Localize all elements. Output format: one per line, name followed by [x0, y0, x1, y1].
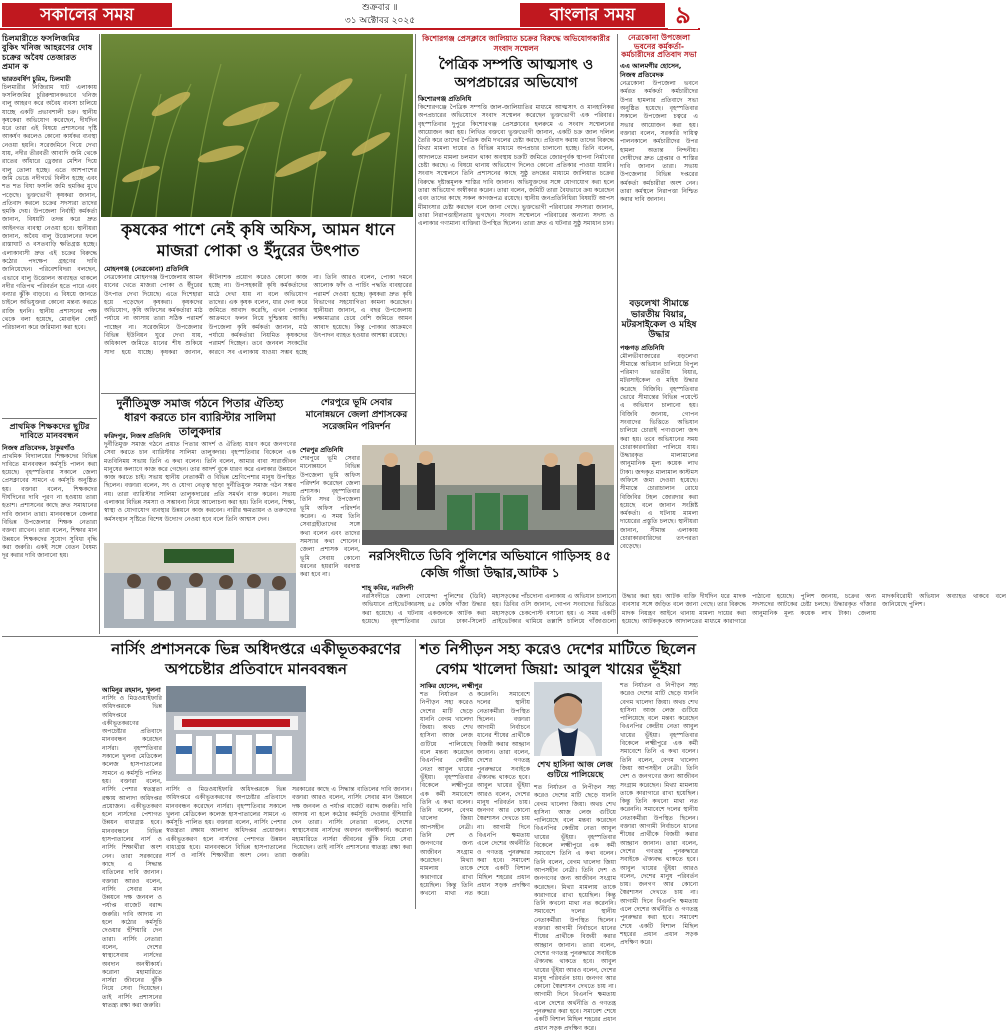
- body-right: নেত্রকোনা উপজেলা ভবনে কর্মরত কর্মকর্তা কর্মচারীদের উপর হামলার প্রতিবাদে সভা অনুষ্ঠিত হয়েছে। বৃহস্পতিবার সকালে উপজেলা চত্বরে এ সভার আয়োজন করা হয়। বক্তারা বলেন, সরকারি দায়িত্ব পালনকালে কর্মচারীদের উপর হামলা অত্যন্ত নিন্দনীয়। দোষীদের দ্রুত গ্রেপ্তার ও শাস্তির দাবি জানান তারা। সভায় উপজেলার বিভিন্ন দপ্তরের কর্মকর্তা কর্মচারীরা অংশ নেন। তারা কর্মস্থলে নিরাপত্তা নিশ্চিত করার দাবি জানান।: [620, 80, 698, 204]
- body-nursing-2: নার্সিং ও মিডওয়াইফারি অধিদপ্তরকে ভিন্ন অধিদপ্তরে একীভূতকরণের অপচেষ্টার প্রতিবাদে মানববন্ধন করেছেন নার্সরা। বৃহস্পতিবার সকালে খুলনা মেডিকেল কলেজ হাসপাতালের সামনে এ কর্মসূচি পালিত হয়। বক্তারা বলেন, নার্সিং পেশার স্বতন্ত্রতা রক্ষায় আলাদা অধিদপ্তর প্রয়োজন। একীভূতকরণ হলে নার্সদের পেশাগত উন্নয়ন বাধাগ্রস্ত হবে। মানববন্ধনে বিভিন্ন হাসপাতালের নার্স ও নার্সিং শিক্ষার্থীরা অংশ নেন। তারা সরকারের কাছে এ সিদ্ধান্ত বাতিলের দাবি জানান। বক্তারা আরও বলেন, নার্সিং সেবার মান উন্নয়নে দক্ষ জনবল ও পর্যাপ্ত বাজেট বরাদ্দ জরুরি। দাবি আদায় না হলে কঠোর কর্মসূচি দেওয়ার হুঁশিয়ারি দেন তারা। নার্সিং নেতারা বলেন, দেশের স্বাস্থ্যসেবায় নার্সদের অবদান অনস্বীকার্য। করোনা মহামারিতে নার্সরা জীবনের ঝুঁকি নিয়ে সেবা দিয়েছেন। তাই নার্সিং প্রশাসনের স্বাতন্ত্র্য রক্ষা করা জরুরি।: [166, 786, 412, 860]
- meeting-photo: [104, 543, 296, 628]
- section-rule: [101, 393, 415, 394]
- body-left-2: প্রাথমিক বিদ্যালয়ের শিক্ষকদের বিভিন্ন দাবিতে মানববন্ধন কর্মসূচি পালন করা হয়েছে। বৃহস্পতিবার সকালে জেলা প্রেসক্লাবের সামনে এ কর্মসূচি অনুষ্ঠিত হয়। বক্তারা বলেন, শিক্ষকদের দীর্ঘদিনের দাবি পূরণ না হওয়ায় তারা হতাশ। প্রশাসনের কাছে দ্রুত সমাধানের দাবি জানান তারা। মানববন্ধনে জেলার বিভিন্ন উপজেলার শিক্ষক নেতারা বক্তব্য রাখেন। তারা বলেন, শিক্ষার মান উন্নয়নে শিক্ষকদের সুযোগ সুবিধা বৃদ্ধি করা জরুরি। একই সঙ্গে বেতন বৈষম্য দূর করার দাবি জানানো হয়।: [2, 452, 97, 560]
- byline-khaleda: সাকির হোসেন, লক্ষ্মীপুর: [420, 682, 483, 690]
- headline-nursing: নার্সিং প্রশাসনকে ভিন্ন অধিদপ্তরে একীভূতকরণের অপচেষ্টার প্রতিবাদে মানববন্ধন: [111, 640, 401, 678]
- byline-left: ভারতবর্ষিণ চুরিম, চিলমারী: [2, 74, 71, 83]
- body-narsingdi: নরসিংদীতে জেলা গোয়েন্দা পুলিশের (ডিবি) অভিযানে প্রাইভেটকারসহ ৪৫ কেজি গাঁজা উদ্ধার করা হয়েছে। এ ঘটনায় একজনকে আটক করা হয়েছে। বৃহস্পতিবার ভোরে ঢাকা-সিলেট মহাসড়কের পাঁচদোনা এলাকায় এ অভিযান চালানো হয়। ডিবির ওসি জানান, গোপন সংবাদের ভিত্তিতে মহাসড়কে চেকপোস্ট বসানো হয়। এ সময় একটি প্রাইভেটকার থামিয়ে তল্লাশি চালিয়ে গাঁজাগুলো উদ্ধার করা হয়। আটক ব্যক্তি দীর্ঘদিন ধরে মাদক ব্যবসার সঙ্গে জড়িত বলে জানা গেছে। তার বিরুদ্ধে মাদক নিয়ন্ত্রণ আইনে থানায় মামলা দায়ের করা হয়েছে। আটককৃতকে আদালতের মাধ্যমে কারাগারে পাঠানো হয়েছে। পুলিশ জানায়, চক্রের অন্য সদস্যদের আটকের চেষ্টা চলছে। উদ্ধারকৃত গাঁজার আনুমানিক মূল্য কয়েক লাখ টাকা। জেলায় মাদকবিরোধী অভিযান অব্যাহত থাকবে বলে জানিয়েছে পুলিশ।: [362, 593, 1006, 625]
- body-khaleda-3: শত নির্যাতন ও নিপীড়ন সহ্য করেও দেশের মাটি ছেড়ে যাননি বেগম খালেদা জিয়া। অথচ শেখ হাসিনা আজ লেজ গুটিয়ে পালিয়েছে বলে মন্তব্য করেছেন বিএনপির কেন্দ্রীয় নেতা আবুল খায়ের ভূঁইয়া। বৃহস্পতিবার বিকেলে লক্ষ্মীপুরে এক কর্মী সমাবেশে তিনি এ কথা বলেন। তিনি বলেন, বেগম খালেদা জিয়া আপসহীন নেত্রী। তিনি দেশ ও জনগণের জন্য আজীবন সংগ্রাম করেছেন। মিথ্যা মামলায় তাকে কারাগারে রাখা হয়েছিল। কিন্তু তিনি কখনো মাথা নত করেননি। সমাবেশে দলের স্থানীয় নেতাকর্মীরা উপস্থিত ছিলেন। বক্তারা আগামী নির্বাচনে ধানের শীষের প্রার্থীকে বিজয়ী করার আহ্বান জানান। তারা বলেন, দেশের গণতন্ত্র পুনরুদ্ধারে সবাইকে ঐক্যবদ্ধ থাকতে হবে। আবুল খায়ের ভূঁইয়া আরও বলেন, দেশের মানুষ পরিবর্তন চায়। জনগণ আর কোনো স্বৈরশাসন দেখতে চায় না। আগামী দিনে বিএনপি ক্ষমতায় এলে দেশের অর্থনীতি ও গণতন্ত্র পুনরুদ্ধার করা হবে। সমাবেশ শেষে একটি বিশাল মিছিল শহরের প্রধান প্রধান সড়ক প্রদক্ষিণ করে।: [620, 682, 698, 947]
- byline-narsingdi: শাহ্ কবির, নরসিংদী: [362, 584, 414, 592]
- kishoreganj-story: [418, 34, 614, 414]
- headline-rice: কৃষকের পাশে নেই কৃষি অফিস, আমন ধানে মাজরা পোকা ও ইঁদুরের উৎপাত: [121, 220, 395, 260]
- khaleda-story-body: [420, 682, 530, 908]
- masthead: [0, 0, 700, 30]
- byline-nursing: আমিনুর রহমান, খুলনা: [102, 686, 161, 694]
- date: ৩১ অক্টোবর ২০২৫: [344, 16, 416, 26]
- body-right-2: মৌলভীবাজারের বড়লেখা সীমান্তে অভিযান চালিয়ে বিপুল পরিমাণ ভারতীয় বিয়ার, মটরসাইকেল ও মহিষ উদ্ধার করেছে বিজিবি। বৃহস্পতিবার ভোরে সীমান্তের বিভিন্ন পয়েন্টে এ অভিযান চালানো হয়। বিজিবি জানায়, গোপন সংবাদের ভিত্তিতে অভিযান চালিয়ে চোরাই পণ্যগুলো জব্দ করা হয়। তবে অভিযানের সময় চোরাকারবারিরা পালিয়ে যায়। উদ্ধারকৃত মালামালের আনুমানিক মূল্য কয়েক লাখ টাকা। জব্দকৃত মালামাল কাস্টমস অফিসে জমা দেওয়া হয়েছে। সীমান্তে চোরাচালান রোধে বিজিবির টহল জোরদার করা হয়েছে বলে জানান সংশ্লিষ্ট কর্মকর্তা। এ ঘটনায় মামলা দায়েরের প্রস্তুতি চলছে। স্থানীয়রা জানান, সীমান্ত এলাকায় চোরাকারবারিদের তৎপরতা বেড়েছে।: [620, 352, 698, 551]
- weekday: শুক্রবার ॥: [362, 3, 398, 13]
- rice-story-body: [104, 265, 412, 389]
- body-left: চিলমারীর নিজিরাম ঘাট এলাকায় ফসলিজমির চুরিরুম্মানকভাবে খনিজ বালু আহরণ করে অবৈধ ব্যবসা চালিয়ে যাচ্ছে একটি প্রভাবশালী চক্র। স্থানীয় কৃষকেরা অভিযোগ করেছেন, দীর্ঘদিন ধরে তারা এই বিষয়ে প্রশাসনের দৃষ্টি আকর্ষণ করলেও কোনো কার্যকর ব্যবস্থা নেওয়া হয়নি। সরেজমিনে গিয়ে দেখা যায়, নদীর তীরবর্তী আবাদি জমি থেকে রাতের আঁধারে ড্রেজার মেশিন দিয়ে বালু তোলা হচ্ছে। এতে আশপাশের জমি ভেঙে নদীগর্ভে বিলীন হচ্ছে এবং শত শত বিঘা ফসলি জমি হুমকির মুখে পড়েছে। ভুক্তভোগী কৃষকরা জানান, প্রতিবাদ করলে চক্রের সদস্যরা তাদের হুমকি দেয়। উপজেলা নির্বাহী কর্মকর্তা জানান, বিষয়টি তদন্ত করে দ্রুত আইনগত ব্যবস্থা নেওয়া হবে। স্থানীয়রা জানান, অবৈধ বালু উত্তোলনের ফলে রাস্তাঘাট ও বসতবাড়ি ক্ষতিগ্রস্ত হচ্ছে। এলাকাবাসী দ্রুত এই চক্রের বিরুদ্ধে কঠোর পদক্ষেপ গ্রহণের দাবি জানিয়েছেন। পরিবেশবিদরা বলছেন, এভাবে বালু উত্তোলন অব্যাহত থাকলে নদীর গতিপথ পরিবর্তন হতে পারে এবং বন্যার ঝুঁকি বাড়বে। এ বিষয়ে জানতে চাইলে অভিযুক্তরা কোনো মন্তব্য করতে রাজি হননি। স্থানীয় প্রশাসনের পক্ষ থেকে বলা হয়েছে, মোবাইল কোর্ট পরিচালনা করে জরিমানা করা হবে।: [2, 83, 97, 332]
- headline-left: চিলমারীতে ফসলিজমির বুকিং খনিজ আহরণের দোষ চক্রের অবৈধ তেজারত প্রমান ক: [2, 33, 93, 72]
- body-kishoreganj: কিশোরগঞ্জে পৈত্রিক সম্পত্তি জাল-জালিয়াতির মাধ্যমে আত্মসাৎ ও মানহানিকর অপপ্রচারের অভিযোগে সংবাদ সম্মেলন করেছেন ভুক্তভোগী এক পরিবার। বৃহস্পতিবার দুপুরে কিশোরগঞ্জ প্রেসক্লাবের হলরুমে এ সংবাদ সম্মেলনের আয়োজন করা হয়। লিখিত বক্তব্যে ভুক্তভোগী জানান, একটি চক্র জাল দলিল তৈরি করে তাদের পৈত্রিক জমি দখলের চেষ্টা করছে। প্রতিবাদ করায় তাদের বিরুদ্ধে মিথ্যা মামলা দায়ের ও বিভিন্ন মাধ্যমে অপপ্রচার চালানো হচ্ছে। তিনি বলেন, আদালতে মামলা চলমান থাকা অবস্থায় চক্রটি জমিতে জোরপূর্বক স্থাপনা নির্মাণের চেষ্টা করছে। এ বিষয়ে থানায় অভিযোগ দিলেও কোনো প্রতিকার পাওয়া যায়নি। সংবাদ সম্মেলনে তিনি প্রশাসনের কাছে সুষ্ঠু তদন্তের মাধ্যমে জালিয়াত চক্রের বিরুদ্ধে দৃষ্টান্তমূলক শাস্তির দাবি জানান। অভিযুক্তদের সঙ্গে যোগাযোগ করা হলে তারা অভিযোগ অস্বীকার করেন। তারা বলেন, জমিটি তারা বৈধভাবে ক্রয় করেছেন এবং তাদের কাছে সকল কাগজপত্র রয়েছে। স্থানীয় জনপ্রতিনিধিরা বিষয়টি আপস মীমাংসার চেষ্টা করছেন বলে জানা গেছে। ভুক্তভোগী পরিবারের সদস্যরা জানান, তারা নিরাপত্তাহীনতায় ভুগছেন। সংবাদ সম্মেলনে পরিবারের অন্যান্য সদস্য ও এলাকার গণ্যমান্য ব্যক্তিরা উপস্থিত ছিলেন। তারা দ্রুত এ ঘটনার সুষ্ঠু সমাধান চান।: [418, 104, 614, 228]
- column-rule: [99, 34, 100, 634]
- headline-kishoreganj: পৈত্রিক সম্পত্তি আত্মসাৎ ও অপপ্রচারের অভিযোগ: [438, 57, 594, 91]
- byline-right: এএ আলমগীর হোসেন, নিজস্ব প্রতিবেদক: [620, 62, 682, 80]
- section-rule: [2, 636, 698, 637]
- body-nursing: নার্সিং ও মিডওয়াইফারি অধিদপ্তরকে ভিন্ন অধিদপ্তরে একীভূতকরণের অপচেষ্টার প্রতিবাদে মানববন্ধন করেছেন নার্সরা। বৃহস্পতিবার সকালে খুলনা মেডিকেল কলেজ হাসপাতালের সামনে এ কর্মসূচি পালিত হয়। বক্তারা বলেন, নার্সিং পেশার স্বতন্ত্রতা রক্ষায় আলাদা অধিদপ্তর প্রয়োজন। একীভূতকরণ হলে নার্সদের পেশাগত উন্নয়ন বাধাগ্রস্ত হবে। মানববন্ধনে বিভিন্ন হাসপাতালের নার্স ও নার্সিং শিক্ষার্থীরা অংশ নেন। তারা সরকারের কাছে এ সিদ্ধান্ত বাতিলের দাবি জানান। বক্তারা আরও বলেন, নার্সিং সেবার মান উন্নয়নে দক্ষ জনবল ও পর্যাপ্ত বাজেট বরাদ্দ জরুরি। দাবি আদায় না হলে কঠোর কর্মসূচি দেওয়ার হুঁশিয়ারি দেন তারা। নার্সিং নেতারা বলেন, দেশের স্বাস্থ্যসেবায় নার্সদের অবদান অনস্বীকার্য। করোনা মহামারিতে নার্সরা জীবনের ঝুঁকি নিয়ে সেবা দিয়েছেন। তাই নার্সিং প্রশাসনের স্বাতন্ত্র্য রক্ষা করা জরুরি।: [102, 695, 162, 1009]
- headline-sherpur: শেরপুরে ভূমি সেবার মানোন্নয়নে জেলা প্রশাসকের সরেজমিন পরিদর্শন: [305, 398, 408, 432]
- body-khaleda-2: শত নির্যাতন ও নিপীড়ন সহ্য করেও দেশের মাটি ছেড়ে যাননি বেগম খালেদা জিয়া। অথচ শেখ হাসিনা আজ লেজ গুটিয়ে পালিয়েছে বলে মন্তব্য করেছেন বিএনপির কেন্দ্রীয় নেতা আবুল খায়ের ভূঁইয়া। বৃহস্পতিবার বিকেলে লক্ষ্মীপুরে এক কর্মী সমাবেশে তিনি এ কথা বলেন। তিনি বলেন, বেগম খালেদা জিয়া আপসহীন নেত্রী। তিনি দেশ ও জনগণের জন্য আজীবন সংগ্রাম করেছেন। মিথ্যা মামলায় তাকে কারাগারে রাখা হয়েছিল। কিন্তু তিনি কখনো মাথা নত করেননি। সমাবেশে দলের স্থানীয় নেতাকর্মীরা উপস্থিত ছিলেন। বক্তারা আগামী নির্বাচনে ধানের শীষের প্রার্থীকে বিজয়ী করার আহ্বান জানান। তারা বলেন, দেশের গণতন্ত্র পুনরুদ্ধারে সবাইকে ঐক্যবদ্ধ থাকতে হবে। আবুল খায়ের ভূঁইয়া আরও বলেন, দেশের মানুষ পরিবর্তন চায়। জনগণ আর কোনো স্বৈরশাসন দেখতে চায় না। আগামী দিনে বিএনপি ক্ষমতায় এলে দেশের অর্থনীতি ও গণতন্ত্র পুনরুদ্ধার করা হবে। সমাবেশ শেষে একটি বিশাল মিছিল শহরের প্রধান প্রধান সড়ক প্রদক্ষিণ করে।: [534, 784, 616, 1032]
- headline-khaleda: শত নিপীড়ন সহ্য করেও দেশের মাটিতে ছিলেন বেগম খালেদা জিয়া: আবুল খায়ের ভূঁইয়া: [420, 640, 696, 678]
- body-corruption: দুর্নীতিমুক্ত সমাজ গঠনে প্রয়াত পিতার আদর্শ ও ঐতিহ্য ধারণ করে জনগণের সেবা করতে চান ব্যারিস্টার সালিমা তালুকদার। বৃহস্পতিবার বিকেলে এক মতবিনিময় সভায় তিনি এ কথা বলেন। তিনি বলেন, আমার বাবা সারাজীবন মানুষের কল্যাণে কাজ করে গেছেন। তার আদর্শ বুকে ধারণ করে এলাকার উন্নয়নে কাজ করতে চাই। সভায় স্থানীয় নেতাকর্মী ও বিভিন্ন শ্রেণিপেশার মানুষ উপস্থিত ছিলেন। বক্তারা বলেন, সৎ ও যোগ্য নেতৃত্ব ছাড়া দুর্নীতিমুক্ত সমাজ গঠন সম্ভব নয়। তারা ব্যারিস্টার সালিমা তালুকদারের প্রতি সমর্থন ব্যক্ত করেন। সভায় এলাকার বিভিন্ন সমস্যা ও সম্ভাবনা নিয়ে আলোচনা করা হয়। তিনি বলেন, শিক্ষা, স্বাস্থ্য ও যোগাযোগ ব্যবস্থার উন্নয়নে কাজ করবেন। নারীর ক্ষমতায়ন ও তরুণদের কর্মসংস্থান সৃষ্টিতে বিশেষ উদ্যোগ নেওয়া হবে বলে তিনি আশ্বাস দেন।: [104, 441, 296, 523]
- headline-right: নেত্রকোনা উপজেলা ভবনের কর্মকর্তা-কর্মচারীদের প্রতিবাদ সভা: [621, 33, 697, 60]
- byline-sherpur: শেরপুর প্রতিনিধি: [300, 446, 344, 454]
- police-seizure-photo: [362, 445, 614, 545]
- page-number: ৯: [668, 1, 698, 29]
- nursing-story-body: [102, 686, 162, 1009]
- right-column-story: [620, 34, 698, 630]
- section-title: বাংলার সময়: [520, 3, 665, 27]
- column-rule: [617, 34, 618, 634]
- body-khaleda: শত নির্যাতন ও নিপীড়ন সহ্য করেও দেশের মাটি ছেড়ে যাননি বেগম খালেদা জিয়া। অথচ শেখ হাসিনা আজ লেজ গুটিয়ে পালিয়েছে বলে মন্তব্য করেছেন বিএনপির কেন্দ্রীয় নেতা আবুল খায়ের ভূঁইয়া। বৃহস্পতিবার বিকেলে লক্ষ্মীপুরে এক কর্মী সমাবেশে তিনি এ কথা বলেন। তিনি বলেন, বেগম খালেদা জিয়া আপসহীন নেত্রী। তিনি দেশ ও জনগণের জন্য আজীবন সংগ্রাম করেছেন। মিথ্যা মামলায় তাকে কারাগারে রাখা হয়েছিল। কিন্তু তিনি কখনো মাথা নত করেননি। সমাবেশে দলের স্থানীয় নেতাকর্মীরা উপস্থিত ছিলেন। বক্তারা আগামী নির্বাচনে ধানের শীষের প্রার্থীকে বিজয়ী করার আহ্বান জানান। তারা বলেন, দেশের গণতন্ত্র পুনরুদ্ধারে সবাইকে ঐক্যবদ্ধ থাকতে হবে। আবুল খায়ের ভূঁইয়া আরও বলেন, দেশের মানুষ পরিবর্তন চায়। জনগণ আর কোনো স্বৈরশাসন দেখতে চায় না। আগামী দিনে বিএনপি ক্ষমতায় এলে দেশের অর্থনীতি ও গণতন্ত্র পুনরুদ্ধার করা হবে। সমাবেশ শেষে একটি বিশাল মিছিল শহরের প্রধান প্রধান সড়ক প্রদক্ষিণ করে।: [420, 691, 530, 898]
- byline-right-2: পঞ্চগড় প্রতিনিধি: [620, 343, 665, 352]
- byline-rice: মোহনগঞ্জ (নেত্রকোনা) প্রতিনিধি: [104, 265, 189, 273]
- headline-corruption: দুর্নীতিমুক্ত সমাজ গঠনে পিতার ঐতিহ্য ধারণ করতে চান ব্যারিস্টার সালিমা তালুকদার: [116, 397, 284, 438]
- headline-right-2: বড়লেখা সীমান্তে ভারতীয় বিয়ার, মটরসাইকেল ও মহিষ উদ্ধার: [621, 299, 697, 341]
- issue-date: [300, 2, 460, 28]
- byline-corruption: ফরিদপুর, নিজস্ব প্রতিনিধি: [104, 432, 171, 440]
- subhead-khaleda: শেখ হাসিনা আজ লেজ গুটিয়ে পালিয়েছে: [537, 760, 613, 779]
- newspaper-logo: সকালের সময়: [2, 3, 172, 27]
- rice-field-photo: [101, 34, 413, 217]
- body-sherpur: শেরপুরে ভূমি সেবার মানোন্নয়নে বিভিন্ন উপজেলা ভূমি অফিস পরিদর্শন করেছেন জেলা প্রশাসক। বৃহস্পতিবার তিনি সদর উপজেলা ভূমি অফিস পরিদর্শন করেন। এ সময় তিনি সেবাগ্রহীতাদের সঙ্গে কথা বলেন এবং তাদের সমস্যার কথা শোনেন। জেলা প্রশাসক বলেন, ভূমি সেবায় কোনো ধরনের হয়রানি বরদাস্ত করা হবে না।: [300, 455, 360, 579]
- headline-left-2: প্রাথমিক শিক্ষকদের ছুটির দাবিতে মানববন্ধন: [2, 418, 97, 441]
- kicker-kishoreganj: কিশোরগঞ্জ প্রেসক্লাবে জালিয়াত চক্রের বিরুদ্ধে অভিযোগকারীর সংবাদ সম্মেলন: [422, 34, 610, 53]
- body-rice: নেত্রকোনার মোহনগঞ্জ উপজেলায় আমন ধানের খেতে মাজরা পোকা ও ইঁদুরের উৎপাত দেখা দিয়েছে। এতে দিশেহারা হয়ে পড়েছেন কৃষকরা। কৃষকদের অভিযোগ, কৃষি অফিসের কর্মকর্তারা মাঠ পর্যায়ে না আসায় তারা সঠিক পরামর্শ পাচ্ছেন না। সরেজমিনে উপজেলার বিভিন্ন ইউনিয়ন ঘুরে দেখা যায়, অধিকাংশ জমিতে ধানের শীষ শুকিয়ে সাদা হয়ে যাচ্ছে। কৃষকরা জানান, কীটনাশক প্রয়োগ করেও কোনো কাজ হচ্ছে না। উপসহকারী কৃষি কর্মকর্তাদের মাঠে দেখা যায় না বলে অভিযোগ তাদের। এক কৃষক বলেন, ধার দেনা করে জমিতে আবাদ করেছি, এখন পোকার আক্রমণে ফলন নিয়ে দুশ্চিন্তায় আছি। উপজেলা কৃষি কর্মকর্তা জানান, মাঠ পর্যায়ে কর্মকর্তারা নিয়মিত কৃষকদের পরামর্শ দিচ্ছেন। তবে জনবল সংকটের কারণে সব এলাকায় যাওয়া সম্ভব হচ্ছে না। তিনি আরও বলেন, পোকা দমনে আলোক ফাঁদ ও পার্চিং পদ্ধতি ব্যবহারের পরামর্শ দেওয়া হচ্ছে। কৃষকরা দ্রুত কৃষি বিভাগের সহযোগিতা কামনা করেছেন। স্থানীয়রা জানান, এ বছর উপজেলায় লক্ষ্যমাত্রার চেয়ে বেশি জমিতে আমন আবাদ হয়েছে। কিন্তু পোকার আক্রমণে উৎপাদন ব্যাহত হওয়ার আশঙ্কা রয়েছে।: [104, 274, 412, 356]
- nursing-protest-photo: [166, 686, 306, 781]
- sherpur-story-body: [300, 446, 360, 579]
- byline-left-2: নিজস্ব প্রতিবেদক, ঠাকুরগাঁও: [2, 443, 75, 452]
- column-rule: [415, 639, 416, 909]
- headline-narsingdi: নরসিংদীতে ডিবি পুলিশের অভিযানে গাড়িসহ ৪৫ কেজি গাঁজা উদ্ধার,আটক ১: [368, 548, 612, 580]
- byline-kishoreganj: কিশোরগঞ্জ প্রতিনিধি: [418, 95, 472, 103]
- portrait-photo: [534, 682, 602, 756]
- left-column-story: [2, 34, 97, 630]
- narsingdi-story-body: [362, 584, 1006, 632]
